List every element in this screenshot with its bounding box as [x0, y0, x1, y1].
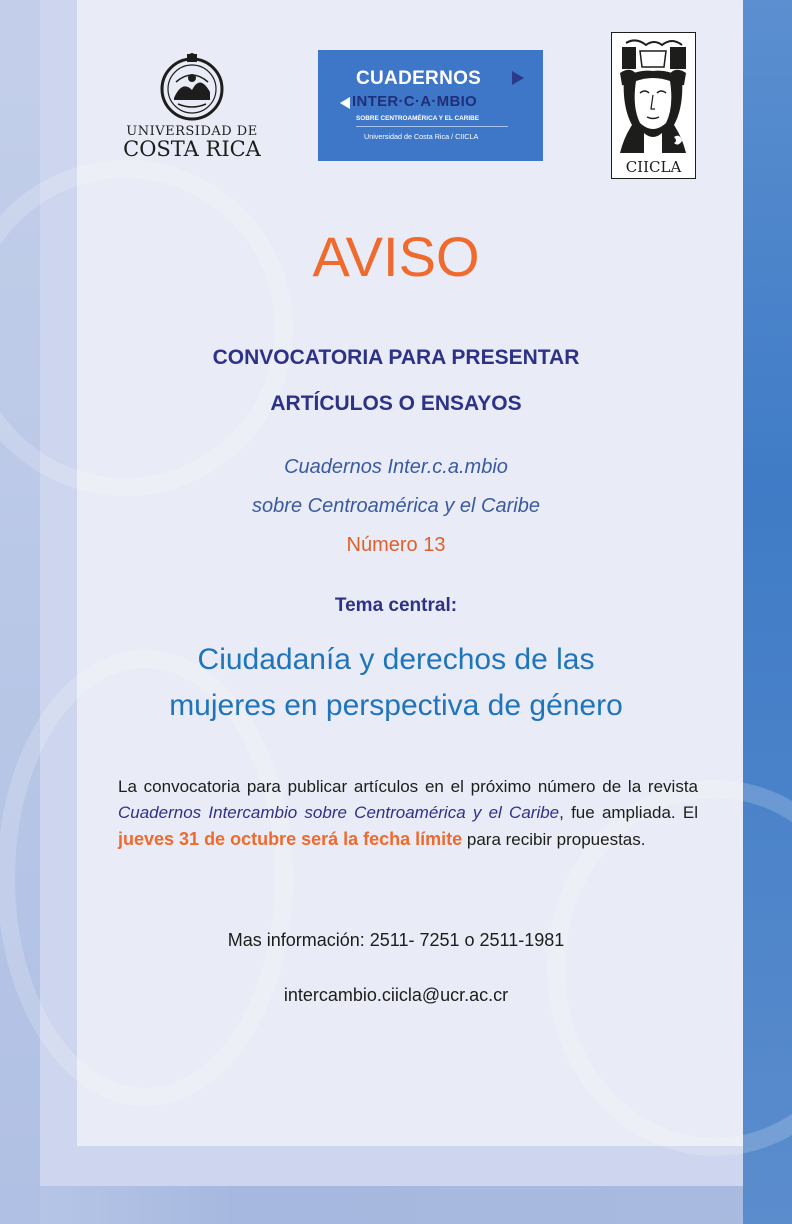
cuadernos-logo-affiliation: Universidad de Costa Rica / CIICLA	[364, 132, 479, 141]
magazine-name: Cuadernos Intercambio sobre Centroamérica y el Caribe	[118, 803, 560, 822]
deadline-highlight: jueves 31 de octubre será la fecha límite	[118, 829, 463, 849]
call-heading-line2: ARTÍCULOS O ENSAYOS	[270, 392, 522, 415]
ciicla-face-emblem-icon	[616, 37, 691, 155]
journal-name-line1: Cuadernos Inter.c.a.mbio	[284, 456, 508, 478]
announcement-text-part3: para recibir propuestas.	[462, 830, 646, 849]
issue-number: Número 13	[346, 534, 446, 556]
contact-phone: Mas información: 2511- 7251 o 2511-1981	[227, 930, 565, 950]
theme-label: Tema central:	[334, 595, 458, 616]
theme-title-line1: Ciudadanía y derechos de las	[197, 643, 595, 676]
decorative-swirl	[0, 160, 293, 496]
ucr-logo	[122, 52, 262, 167]
ciicla-logo	[611, 32, 696, 179]
triangle-left-icon	[340, 97, 350, 109]
ucr-logo-line2: COSTA RICA	[123, 137, 261, 161]
ciicla-logo-name: CIICLA	[625, 158, 682, 176]
announcement-paragraph	[118, 774, 698, 853]
notice-title: AVISO	[312, 225, 480, 288]
cuadernos-logo-subtitle: SOBRE CENTROAMÉRICA Y EL CARIBE	[356, 115, 479, 122]
ucr-seal-icon	[158, 52, 226, 122]
cuadernos-logo-divider	[356, 126, 508, 127]
announcement-text-part1: La convocatoria para publicar artículos en el próximo número de la revista	[118, 777, 698, 796]
theme-title-line2: mujeres en perspectiva de género	[169, 689, 623, 722]
announcement-text-part2: , fue ampliada. El	[559, 803, 698, 822]
cuadernos-intercambio-logo	[318, 50, 543, 161]
call-heading-line1: CONVOCATORIA PARA PRESENTAR	[212, 346, 580, 369]
cuadernos-logo-title: CUADERNOS	[356, 68, 482, 89]
journal-name-line2: sobre Centroamérica y el Caribe	[252, 495, 540, 517]
ucr-logo-line1: UNIVERSIDAD DE	[126, 124, 258, 139]
triangle-right-icon	[512, 71, 524, 85]
contact-email[interactable]: intercambio.ciicla@ucr.ac.cr	[283, 985, 509, 1005]
cuadernos-logo-inter: INTER·C·A·MBIO	[352, 93, 478, 110]
